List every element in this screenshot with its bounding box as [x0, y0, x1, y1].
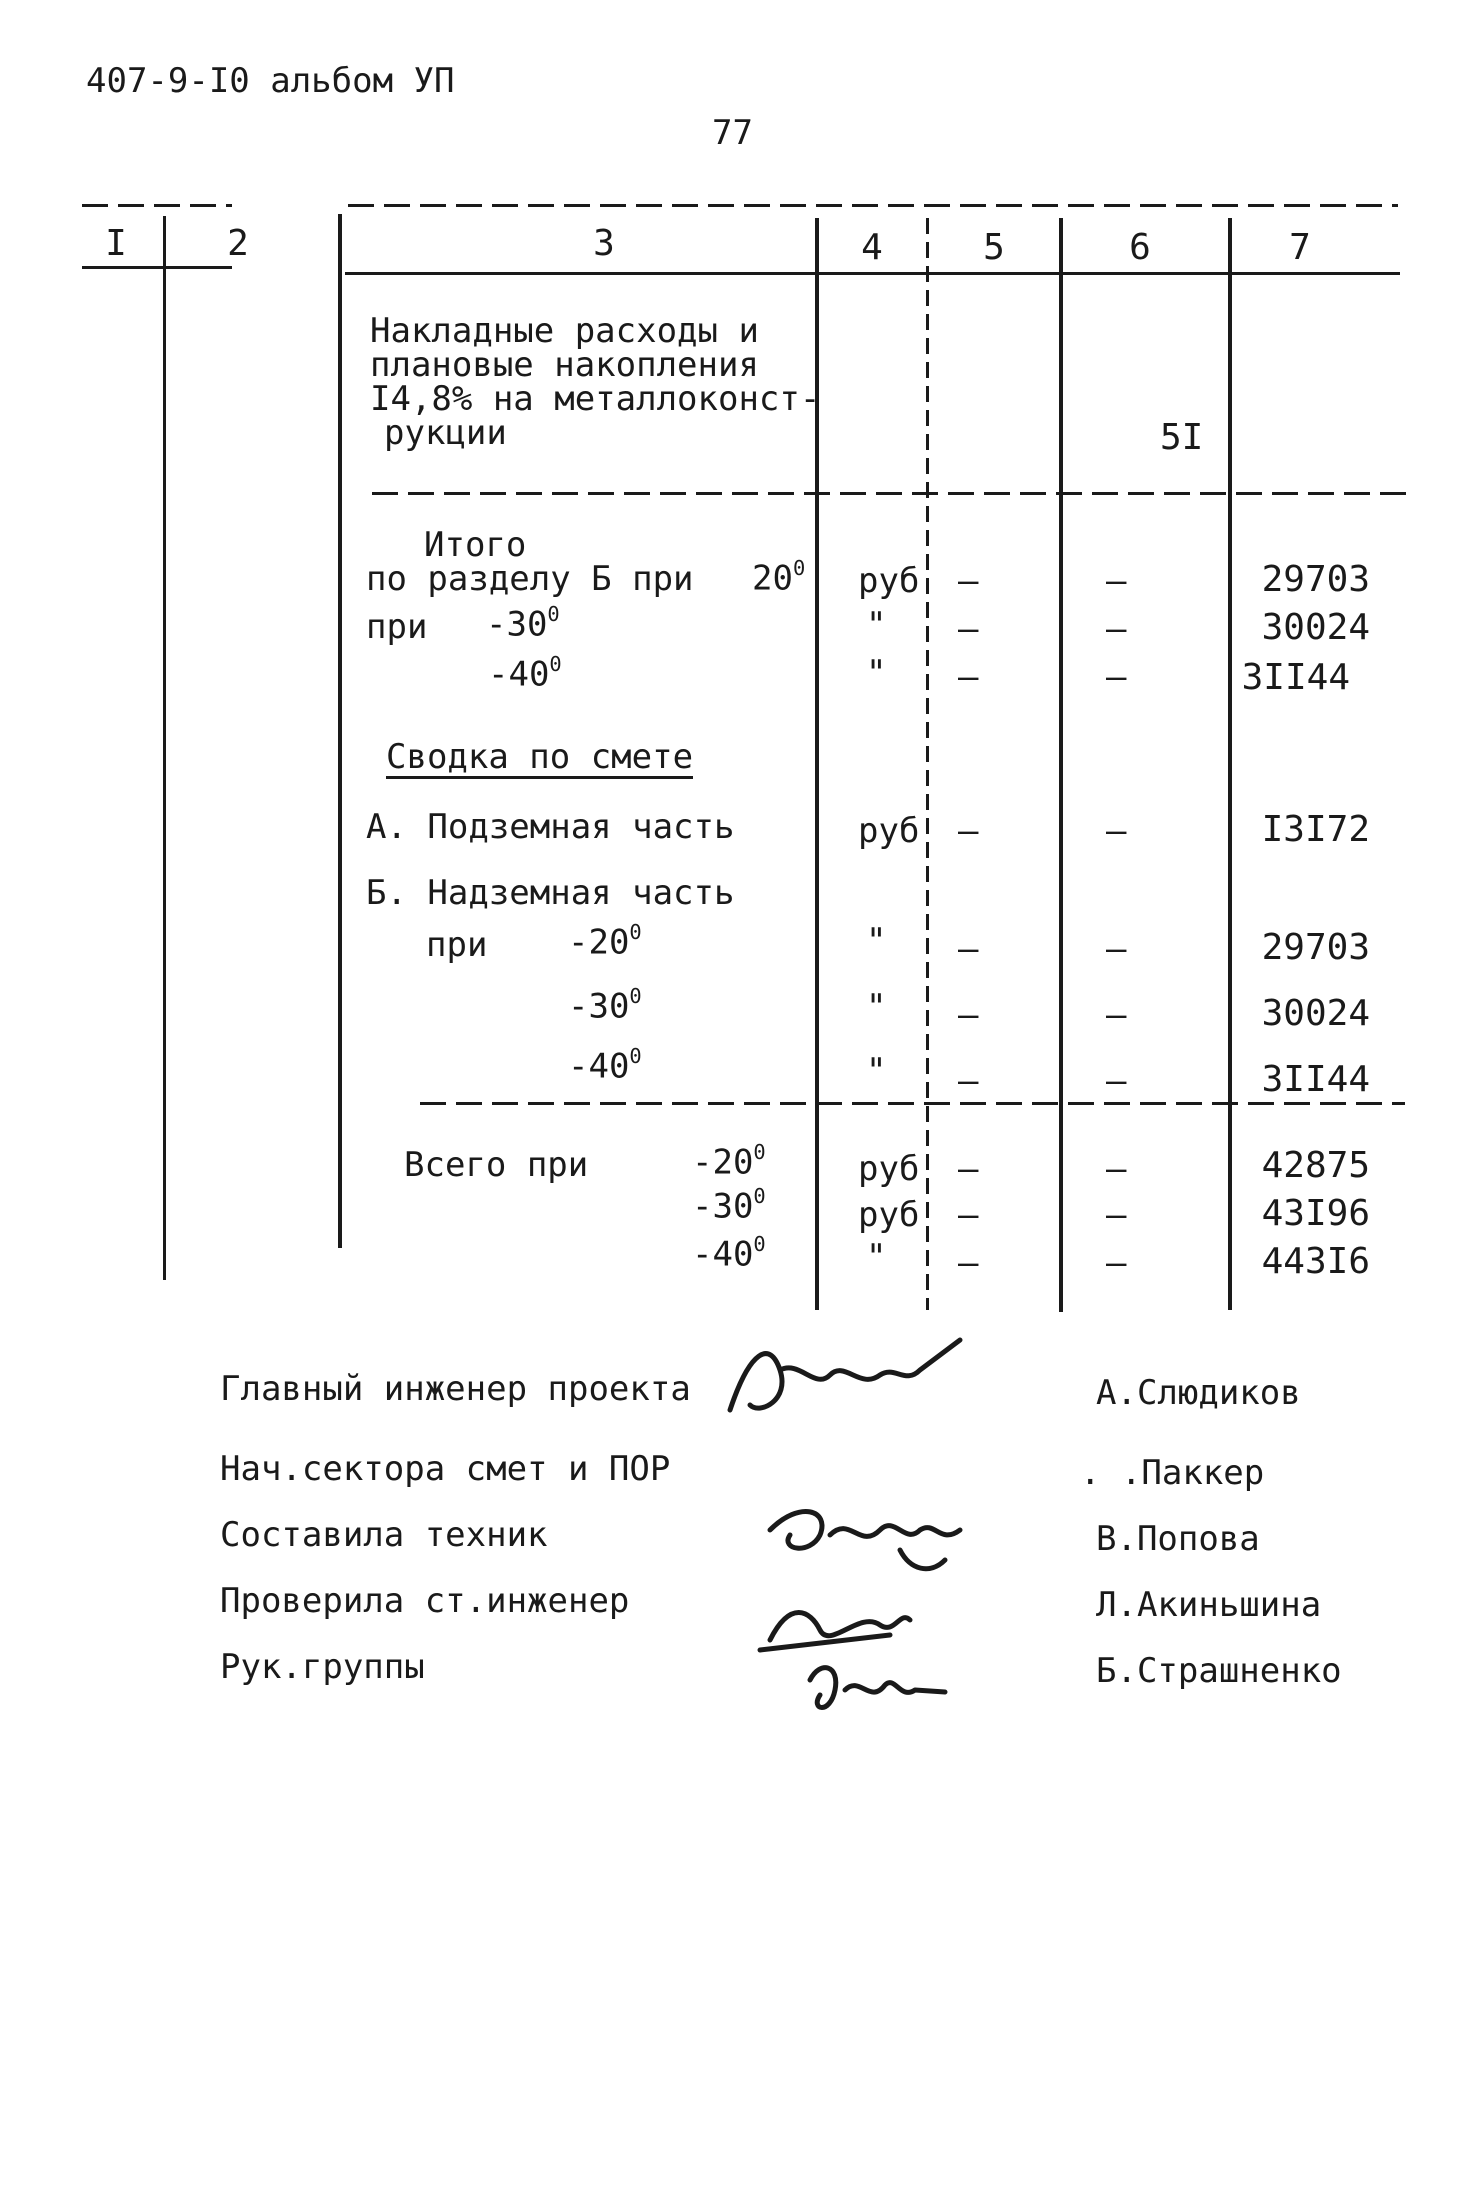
signature-name-3: В.Попова: [1096, 1519, 1260, 1559]
page-number: 77: [712, 113, 753, 153]
grand-total-unit-1: руб: [858, 1149, 920, 1189]
col-divider-2: [338, 214, 342, 1248]
section-total-line2: при: [366, 607, 428, 647]
grand-total-col6-2: –: [1106, 1195, 1127, 1235]
summary-b-col5-1: –: [958, 929, 979, 969]
signature-name-4: Л.Акиньшина: [1096, 1585, 1322, 1625]
section-total-col5-1: –: [958, 561, 979, 601]
table-top-rule-left: [82, 204, 232, 207]
section-total-title: Итого: [424, 525, 527, 565]
signature-role-1: Главный инженер проекта: [220, 1369, 691, 1409]
signature-scribble-chief-engineer: [720, 1330, 980, 1430]
col-header-1: I: [105, 223, 127, 264]
header-rule-col1: [82, 266, 182, 269]
signature-role-2: Нач.сектора смет и ПОР: [220, 1449, 671, 1489]
summary-b-col6-2: –: [1106, 995, 1127, 1035]
summary-b-col6-1: –: [1106, 929, 1127, 969]
grand-total-col6-3: –: [1106, 1243, 1127, 1283]
col-header-4: 4: [861, 227, 883, 268]
grand-total-temp-3: $-40^0$: [692, 1232, 766, 1275]
summary-b-label: Б. Надземная часть: [366, 873, 735, 913]
summary-b-temp-3: $-40^0$: [568, 1044, 642, 1087]
signature-scribble-reviewers: [750, 1580, 980, 1740]
grand-total-col5-3: –: [958, 1243, 979, 1283]
summary-b-value-2: 30024: [1261, 993, 1370, 1034]
row-rule-1: [372, 492, 1407, 495]
col-header-3: 3: [593, 223, 615, 264]
row-rule-2: [420, 1102, 1405, 1105]
summary-b-unit-3: ": [866, 1051, 887, 1091]
grand-total-col6-1: –: [1106, 1149, 1127, 1189]
section-total-temp3: $-40^0$: [488, 652, 562, 695]
section-total-col6-1: –: [1106, 561, 1127, 601]
signature-role-5: Рук.группы: [220, 1647, 425, 1687]
grand-total-unit-2: руб: [858, 1195, 920, 1235]
signature-name-1: А.Слюдиков: [1096, 1373, 1301, 1413]
header-rule-col2: [182, 266, 232, 269]
summary-a-col5: –: [958, 811, 979, 851]
summary-a-value: I3I72: [1261, 809, 1370, 850]
col-header-7: 7: [1289, 227, 1311, 268]
overhead-line-3: I4,8% на металлоконст-: [370, 379, 821, 419]
section-total-line1: по разделу Б при: [366, 559, 694, 599]
grand-total-label: Всего при: [404, 1145, 589, 1185]
col-divider-1: [163, 216, 166, 1280]
overhead-line-1: Накладные расходы и: [370, 311, 759, 351]
section-total-value-3: 3II44: [1241, 657, 1350, 698]
col-divider-4: [926, 218, 929, 1310]
section-total-col5-3: –: [958, 657, 979, 697]
summary-b-temp-2: $-30^0$: [568, 984, 642, 1027]
summary-b-temp-1: $-20^0$: [568, 920, 642, 963]
summary-b-unit-1: ": [866, 921, 887, 961]
summary-b-col5-3: –: [958, 1061, 979, 1101]
col-divider-6: [1228, 218, 1232, 1310]
section-total-col6-3: –: [1106, 657, 1127, 697]
section-total-unit-3: ": [866, 653, 887, 693]
grand-total-temp-1: $-20^0$: [692, 1140, 766, 1183]
grand-total-value-3: 443I6: [1261, 1241, 1370, 1282]
summary-b-unit-2: ": [866, 987, 887, 1027]
grand-total-value-2: 43I96: [1261, 1193, 1370, 1234]
summary-title: Сводка по смете: [386, 737, 694, 777]
col-header-6: 6: [1129, 227, 1151, 268]
section-total-col5-2: –: [958, 609, 979, 649]
table-top-rule: [348, 204, 1398, 207]
summary-b-pri: при: [426, 925, 488, 965]
signature-name-2: . .Паккер: [1080, 1453, 1265, 1493]
section-total-temp1: $20^0$: [752, 556, 806, 599]
summary-a-unit: руб: [858, 811, 920, 851]
summary-b-col6-3: –: [1106, 1061, 1127, 1101]
grand-total-temp-2: $-30^0$: [692, 1184, 766, 1227]
section-total-value-2: 30024: [1261, 607, 1370, 648]
header-rule-main: [345, 272, 1400, 275]
summary-b-value-3: 3II44: [1261, 1059, 1370, 1100]
summary-a-col6: –: [1106, 811, 1127, 851]
signature-role-4: Проверила ст.инженер: [220, 1581, 630, 1621]
section-total-temp2: $-30^0$: [486, 602, 560, 645]
signature-name-5: Б.Страшненко: [1096, 1651, 1342, 1691]
signature-scribble-technician: [760, 1490, 990, 1580]
grand-total-col5-1: –: [958, 1149, 979, 1189]
signature-role-3: Составила техник: [220, 1515, 548, 1555]
document-code: 407-9-I0 альбом УП: [86, 61, 455, 101]
col-header-2: 2: [227, 223, 249, 264]
grand-total-col5-2: –: [958, 1195, 979, 1235]
summary-b-col5-2: –: [958, 995, 979, 1035]
section-total-unit-2: ": [866, 605, 887, 645]
grand-total-unit-3: ": [866, 1237, 887, 1277]
section-total-unit-1: руб: [858, 561, 920, 601]
summary-a-label: А. Подземная часть: [366, 807, 735, 847]
grand-total-value-1: 42875: [1261, 1145, 1370, 1186]
overhead-line-4: рукции: [384, 413, 507, 453]
section-total-col6-2: –: [1106, 609, 1127, 649]
col-header-5: 5: [983, 227, 1005, 268]
overhead-value: 5I: [1160, 417, 1204, 458]
section-total-value-1: 29703: [1261, 559, 1370, 600]
col-divider-5: [1059, 218, 1063, 1312]
overhead-line-2: плановые накопления: [370, 345, 759, 385]
summary-b-value-1: 29703: [1261, 927, 1370, 968]
